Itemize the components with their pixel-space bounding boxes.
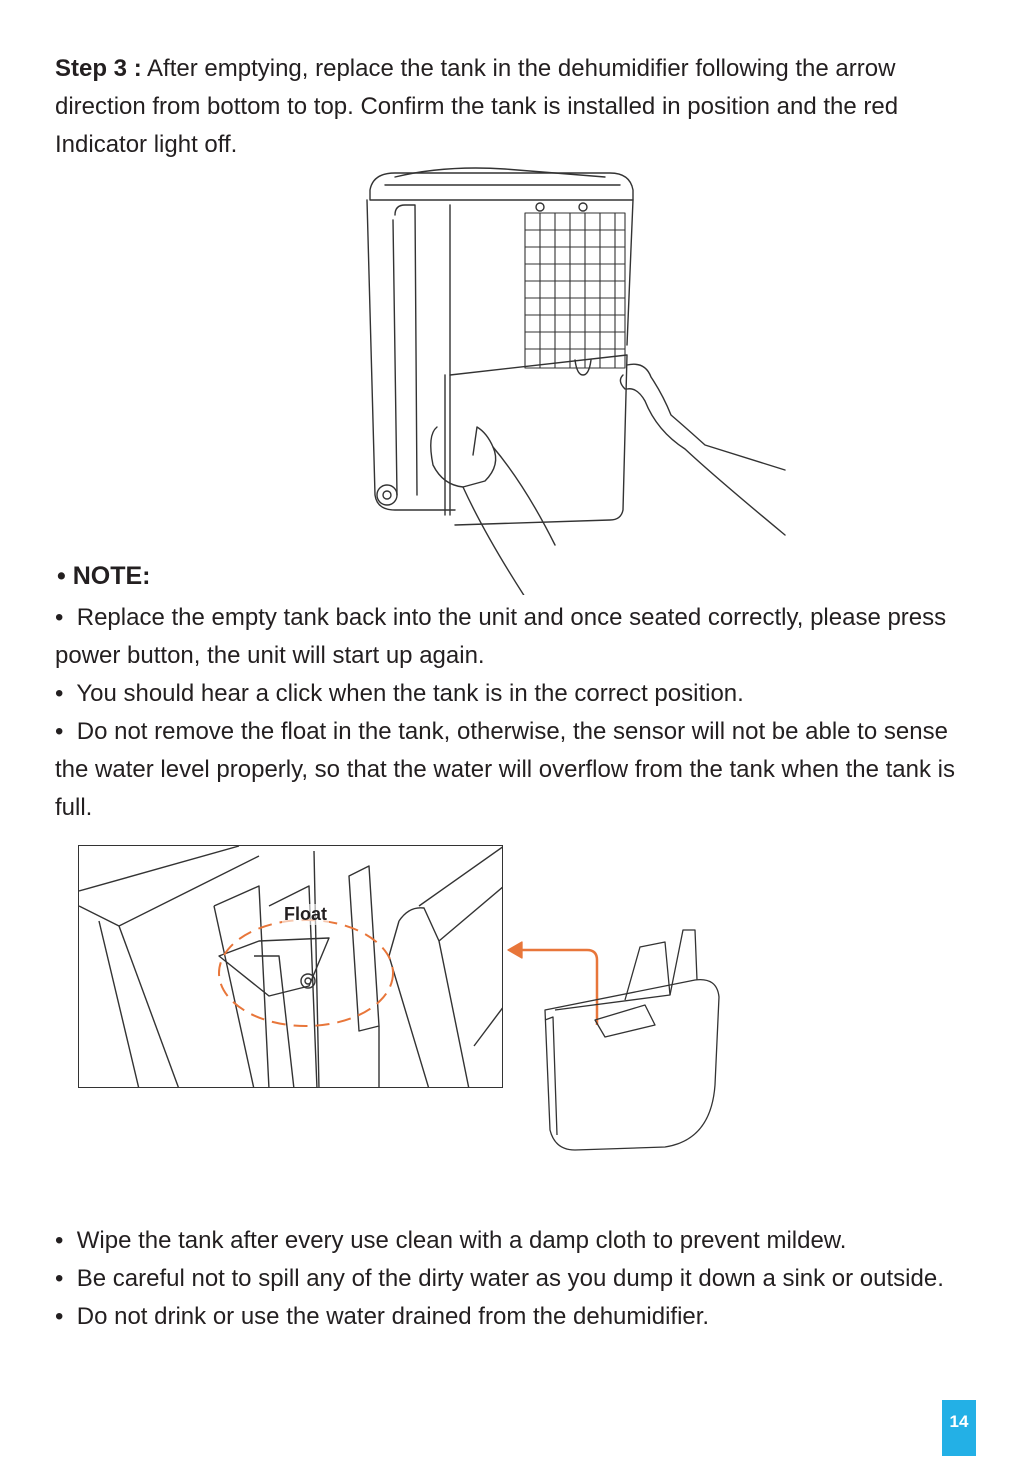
arrow-head bbox=[508, 942, 522, 958]
note-item bbox=[55, 599, 985, 675]
note-heading bbox=[57, 562, 151, 591]
bullet-dot: • bbox=[55, 1227, 64, 1254]
tip-item bbox=[55, 1222, 985, 1260]
note-heading-text: NOTE: bbox=[72, 562, 151, 590]
note-item-text: Do not remove the float in the tank, otherwise, the sensor will not be able to sense the water level properly, so that the water will overflow from the tank when the tank is full. bbox=[55, 718, 955, 821]
removed-tank-illustration bbox=[505, 925, 730, 1160]
tip-text: Do not drink or use the water drained from the dehumidifier. bbox=[76, 1303, 710, 1330]
tip-text: Wipe the tank after every use clean with a damp cloth to prevent mildew. bbox=[76, 1227, 847, 1254]
tip-item bbox=[55, 1298, 985, 1336]
note-item bbox=[55, 675, 985, 713]
tip-item bbox=[55, 1260, 1015, 1298]
step3-text: After emptying, replace the tank in the dehumidifier following the arrow direction from bottom to top. Confirm the tank is installed in position and the red Indicator light off. bbox=[55, 55, 899, 158]
note-heading-bullet: • bbox=[57, 562, 66, 590]
tip-text: Be careful not to spill any of the dirty water as you dump it down a sink or outside. bbox=[76, 1265, 944, 1292]
bullet-dot: • bbox=[55, 718, 64, 745]
bullet-dot: • bbox=[55, 1303, 64, 1330]
air-grille bbox=[525, 213, 625, 368]
note-item bbox=[55, 713, 985, 827]
orange-arrow bbox=[517, 950, 597, 1025]
step3-label: Step 3 : bbox=[55, 55, 142, 82]
bullet-dot: • bbox=[55, 604, 64, 631]
step3-paragraph bbox=[55, 50, 985, 164]
bullet-dot: • bbox=[55, 1265, 64, 1292]
float-detail-figure bbox=[78, 845, 503, 1088]
note-item-text: You should hear a click when the tank is in the correct position. bbox=[76, 680, 744, 707]
note-item-text: Replace the empty tank back into the unit and once seated correctly, please press power button, the unit will start up again. bbox=[55, 604, 947, 669]
bullet-dot: • bbox=[55, 680, 64, 707]
float-label: Float bbox=[284, 904, 327, 924]
page-number-badge bbox=[942, 1400, 976, 1456]
dehumidifier-tank-insert-illustration bbox=[355, 165, 795, 595]
float-detail-drawing bbox=[79, 846, 503, 1088]
page-number: 14 bbox=[949, 1412, 969, 1431]
